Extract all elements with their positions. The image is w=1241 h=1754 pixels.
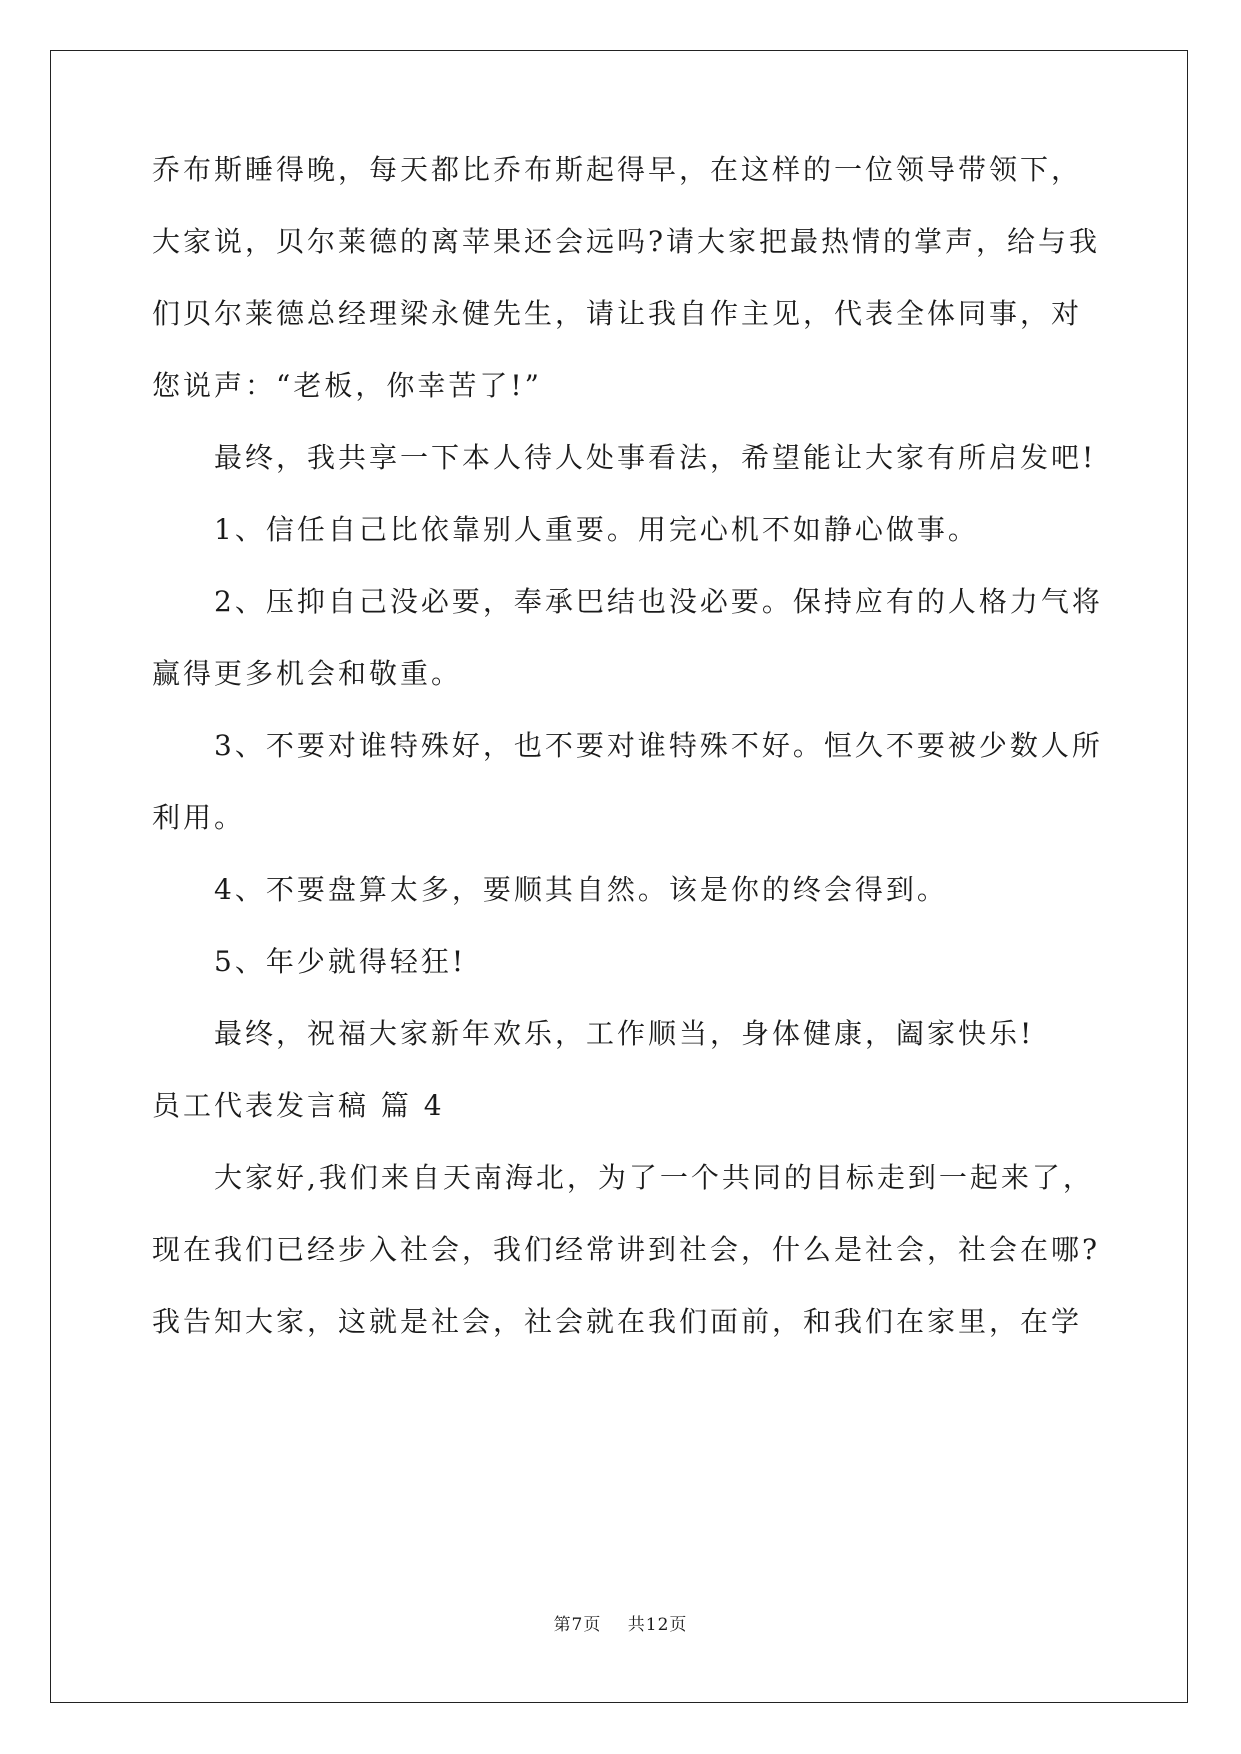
page-number: 第7页: [553, 1615, 602, 1635]
list-item-4: 4、不要盘算太多，要顺其自然。该是你的终会得到。: [214, 873, 948, 906]
paragraph-line: 您说声：“老板，你幸苦了!”: [152, 369, 542, 402]
list-item-3-continued: 利用。: [152, 801, 246, 834]
page-footer: [0, 1610, 1241, 1635]
paragraph-line: 大家好,我们来自天南海北，为了一个共同的目标走到一起来了，: [214, 1161, 1094, 1194]
section-heading: 员工代表发言稿 篇 4: [152, 1089, 445, 1122]
list-item-2-continued: 赢得更多机会和敬重。: [152, 657, 463, 690]
list-item-2: 2、压抑自己没必要，奉承巴结也没必要。保持应有的人格力气将: [214, 585, 1103, 618]
paragraph-line: 乔布斯睡得晚，每天都比乔布斯起得早，在这样的一位领导带领下，: [152, 153, 1083, 186]
list-item-3: 3、不要对谁特殊好，也不要对谁特殊不好。恒久不要被少数人所: [214, 729, 1103, 762]
paragraph-line: 现在我们已经步入社会，我们经常讲到社会，什么是社会，社会在哪?: [152, 1233, 1101, 1266]
paragraph-line: 最终，祝福大家新年欢乐，工作顺当，身体健康，阖家快乐!: [214, 1017, 1035, 1050]
list-item-1: 1、信任自己比依靠别人重要。用完心机不如静心做事。: [214, 513, 979, 546]
page-total: 共12页: [627, 1615, 688, 1635]
list-item-5: 5、年少就得轻狂!: [214, 945, 467, 978]
paragraph-line: 我告知大家，这就是社会，社会就在我们面前，和我们在家里，在学: [152, 1305, 1083, 1338]
paragraph-line: 大家说，贝尔莱德的离苹果还会远吗?请大家把最热情的掌声，给与我: [152, 225, 1101, 258]
paragraph-line: 最终，我共享一下本人待人处事看法，希望能让大家有所启发吧!: [214, 441, 1097, 474]
paragraph-line: 们贝尔莱德总经理梁永健先生，请让我自作主见，代表全体同事，对: [152, 297, 1083, 330]
